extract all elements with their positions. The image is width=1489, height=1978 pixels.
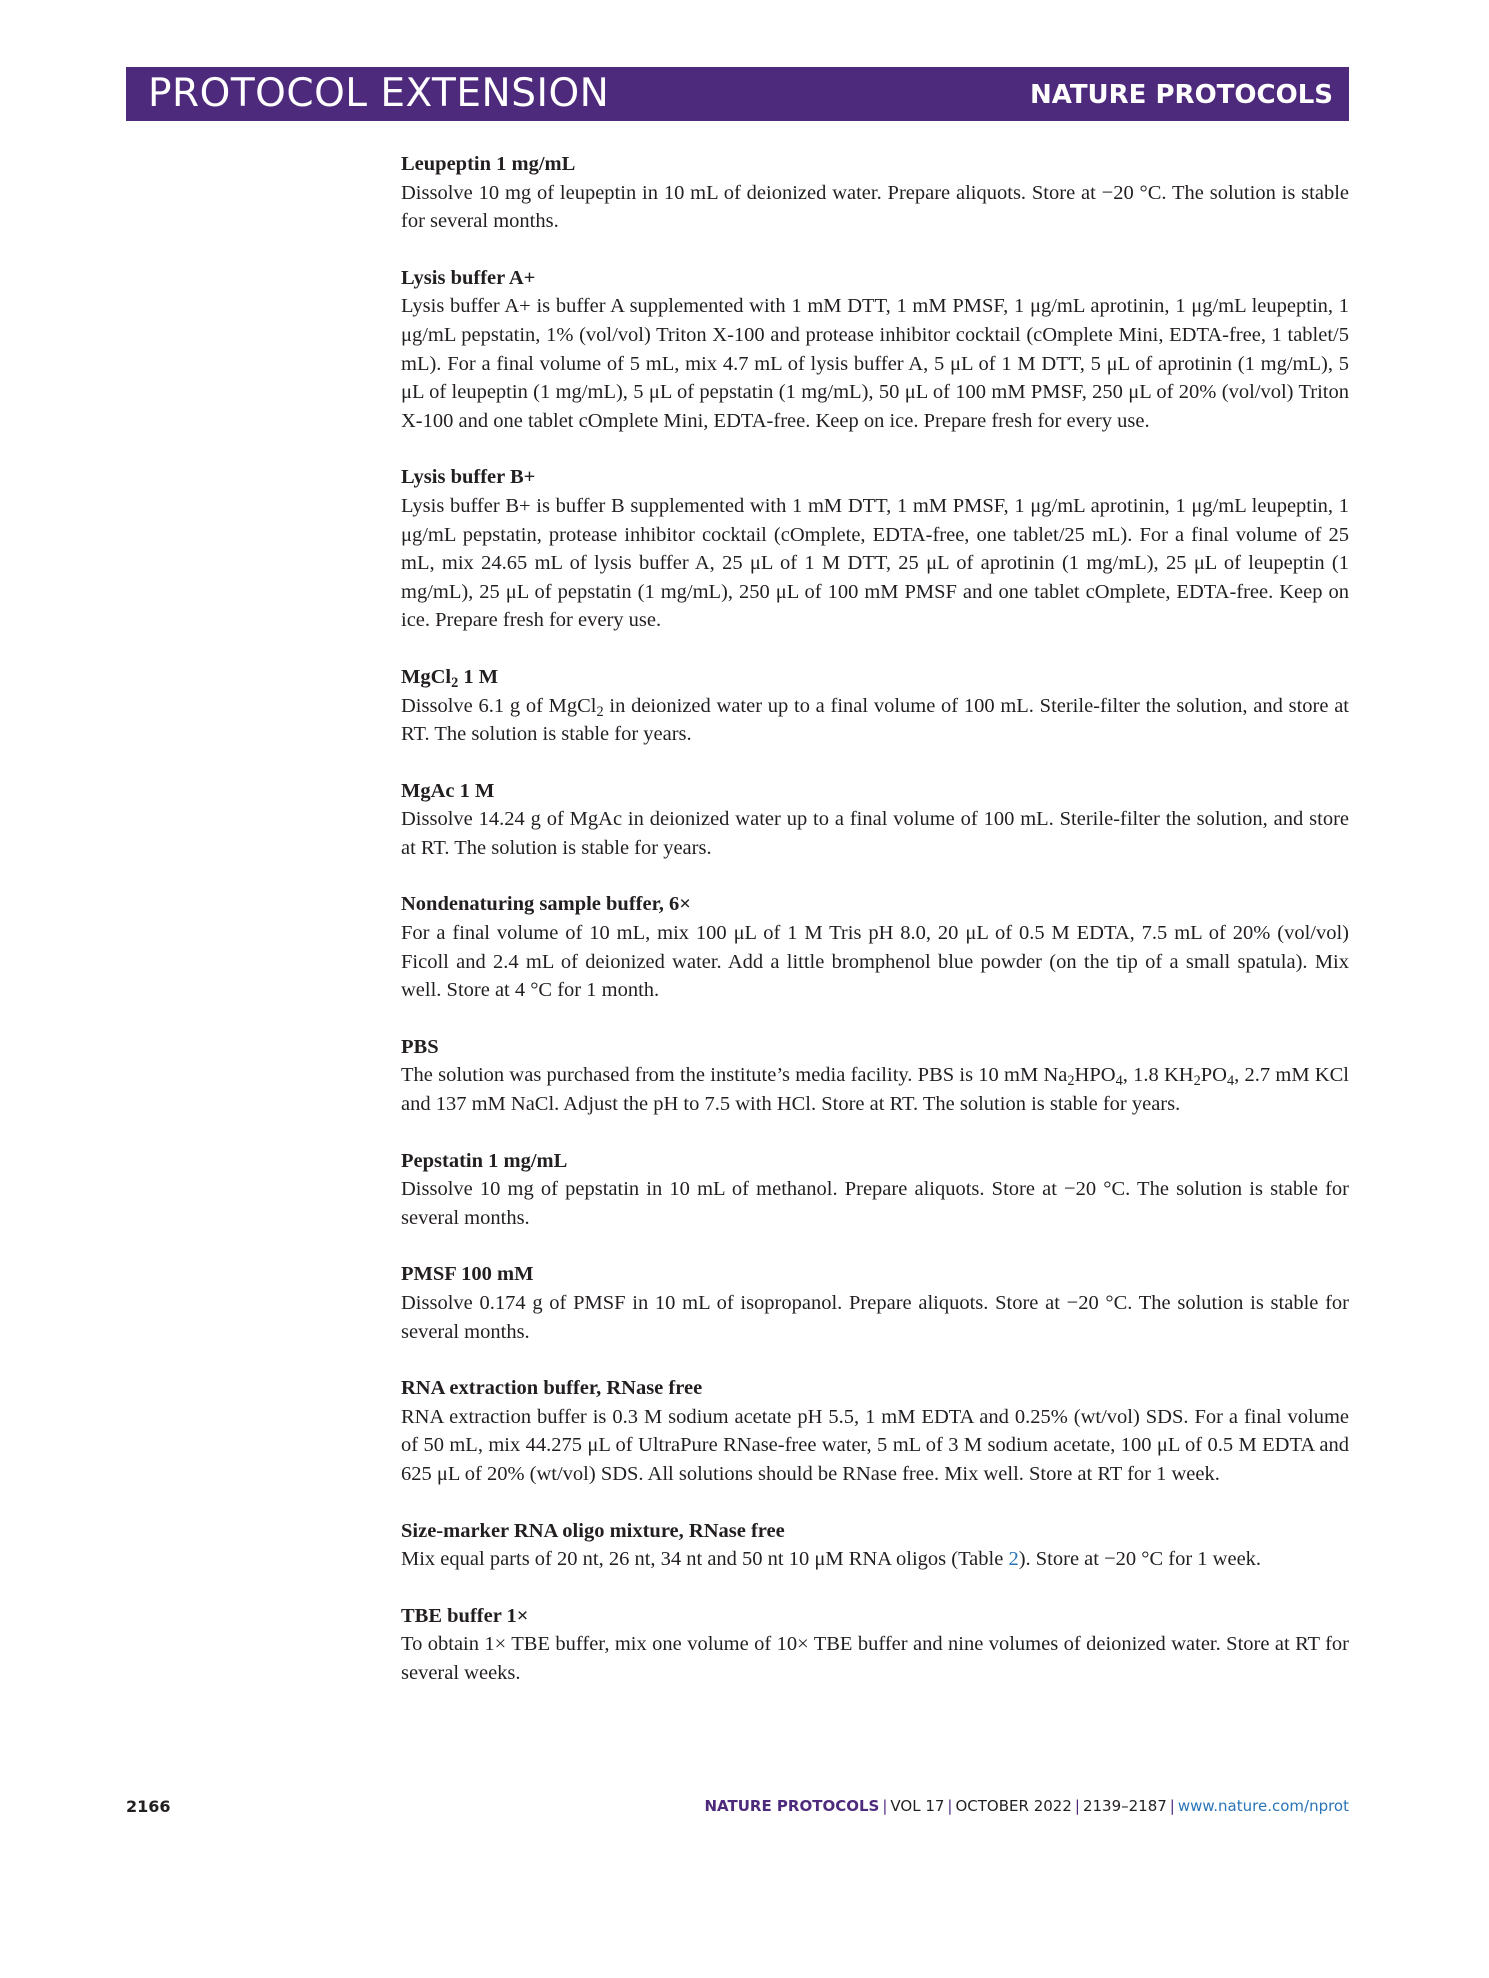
- page-number: 2166: [126, 1797, 171, 1816]
- entry-title: RNA extraction buffer, RNase free: [401, 1377, 703, 1400]
- footer-citation: NATURE PROTOCOLS | VOL 17 | OCTOBER 2022 | 2139–2187 | www.nature.com/nprot: [704, 1797, 1349, 1815]
- entry-body: Dissolve 0.174 g of PMSF in 10 mL of isopropanol. Prepare aliquots. Store at −20 °C. The solution is stable for several months.: [401, 1292, 1349, 1343]
- reagent-entry-lysis-buffer-b: [401, 463, 1349, 635]
- footer-volume: VOL 17: [890, 1797, 945, 1815]
- footer-journal-name: NATURE PROTOCOLS: [704, 1797, 880, 1815]
- reagent-entry-tbe-buffer: [401, 1602, 1349, 1688]
- entry-title: Size-marker RNA oligo mixture, RNase free: [401, 1519, 785, 1542]
- journal-name: NATURE PROTOCOLS: [1029, 80, 1333, 110]
- reagent-entry-rna-extraction-buffer: [401, 1374, 1349, 1488]
- entry-body: Mix equal parts of 20 nt, 26 nt, 34 nt and 50 nt 10 μM RNA oligos (Table 2). Store at −20 °C for 1 week.: [401, 1548, 1262, 1571]
- reagent-list: [401, 150, 1349, 1716]
- entry-body: To obtain 1× TBE buffer, mix one volume of 10× TBE buffer and nine volumes of deionized water. Store at RT for several weeks.: [401, 1633, 1349, 1684]
- reagent-entry-lysis-buffer-a: [401, 264, 1349, 436]
- entry-title: Pepstatin 1 mg/mL: [401, 1149, 568, 1172]
- entry-title: Leupeptin 1 mg/mL: [401, 153, 576, 175]
- entry-body: RNA extraction buffer is 0.3 M sodium acetate pH 5.5, 1 mM EDTA and 0.25% (wt/vol) SDS. For a final volume of 50 mL, mix 44.275 μL of UltraPure RNase-free water, 5 mL of 3 M sodium acetate, 100 μL of 0.5 M EDTA and 625 μL of 20% (wt/vol) SDS. All solutions should be RNase free. Mix well. Store at RT for 1 week.: [401, 1405, 1349, 1485]
- entry-title: PMSF 100 mM: [401, 1263, 534, 1286]
- reagent-entry-nondenaturing-buffer: [401, 890, 1349, 1004]
- entry-body: Dissolve 10 mg of leupeptin in 10 mL of deionized water. Prepare aliquots. Store at −20 °C. The solution is stable for several months.: [401, 181, 1349, 233]
- entry-title: TBE buffer 1×: [401, 1604, 529, 1627]
- entry-title: Lysis buffer B+: [401, 466, 536, 489]
- entry-title: PBS: [401, 1035, 439, 1058]
- entry-body: Dissolve 14.24 g of MgAc in deionized water up to a final volume of 100 mL. Sterile-filter the solution, and store at RT. The solution is stable for years.: [401, 808, 1349, 859]
- reagent-entry-pepstatin: [401, 1147, 1349, 1233]
- footer-url-link[interactable]: www.nature.com/nprot: [1177, 1797, 1349, 1815]
- entry-title: Nondenaturing sample buffer, 6×: [401, 893, 691, 916]
- entry-body: The solution was purchased from the institute’s media facility. PBS is 10 mM $Na_2HPO_4$, 1.8 $KH_2PO_4$, 2.7 mM KCl and 137 mM NaCl. Adjust the pH to 7.5 with HCl. Store at RT. The solution is stable for years.: [401, 1064, 1349, 1116]
- reagent-entry-leupeptin: [401, 150, 1349, 236]
- table-2-link[interactable]: 2: [1008, 1548, 1019, 1571]
- entry-title: MgAc 1 M: [401, 779, 495, 802]
- entry-body: For a final volume of 10 mL, mix 100 μL of 1 M Tris pH 8.0, 20 μL of 0.5 M EDTA, 7.5 mL of 20% (vol/vol) Ficoll and 2.4 mL of deionized water. Add a little bromphenol blue powder (on the tip of a small spatula). Mix well. Store at 4 °C for 1 month.: [401, 922, 1349, 1002]
- header-bar: [126, 67, 1349, 121]
- entry-body: Lysis buffer B+ is buffer B supplemented with 1 mM DTT, 1 mM PMSF, 1 μg/mL aprotinin, 1 μg/mL leupeptin, 1 μg/mL pepstatin, protease inhibitor cocktail (cOmplete, EDTA-free, one tablet/25 mL). For a final volume of 25 mL, mix 24.65 mL of lysis buffer A, 25 μL of 1 M DTT, 25 μL of aprotinin (1 mg/mL), 25 μL of leupeptin (1 mg/mL), 25 μL of pepstatin (1 mg/mL), 250 μL of 100 mM PMSF and one tablet cOmplete, EDTA-free. Keep on ice. Prepare fresh for every use.: [401, 494, 1349, 632]
- entry-title: Lysis buffer A+: [401, 266, 536, 289]
- section-label: PROTOCOL EXTENSION: [148, 71, 610, 116]
- footer-pages: 2139–2187: [1082, 1797, 1167, 1815]
- reagent-entry-mgcl2: [401, 663, 1349, 749]
- entry-title: MgCl$_2$ 1 M: [401, 665, 499, 691]
- reagent-entry-mgac: [401, 777, 1349, 863]
- entry-body: Dissolve 10 mg of pepstatin in 10 mL of methanol. Prepare aliquots. Store at −20 °C. The solution is stable for several months.: [401, 1178, 1349, 1229]
- reagent-entry-pmsf: [401, 1260, 1349, 1346]
- footer-date: OCTOBER 2022: [955, 1797, 1072, 1815]
- entry-body: Lysis buffer A+ is buffer A supplemented with 1 mM DTT, 1 mM PMSF, 1 μg/mL aprotinin, 1 μg/mL leupeptin, 1 μg/mL pepstatin, 1% (vol/vol) Triton X-100 and protease inhibitor cocktail (cOmplete Mini, EDTA-free, 1 tablet/5 mL). For a final volume of 5 mL, mix 4.7 mL of lysis buffer A, 5 μL of 1 M DTT, 5 μL of aprotinin (1 mg/mL), 5 μL of leupeptin (1 mg/mL), 5 μL of pepstatin (1 mg/mL), 50 μL of 100 mM PMSF, 250 μL of 20% (vol/vol) Triton X-100 and one tablet cOmplete Mini, EDTA-free. Keep on ice. Prepare fresh for every use.: [401, 295, 1349, 432]
- reagent-entry-pbs: [401, 1033, 1349, 1119]
- entry-body: Dissolve 6.1 g of MgCl$_2$ in deionized water up to a final volume of 100 mL. Sterile-filter the solution, and store at RT. The solution is stable for years.: [401, 694, 1349, 746]
- reagent-entry-size-marker: [401, 1517, 1349, 1574]
